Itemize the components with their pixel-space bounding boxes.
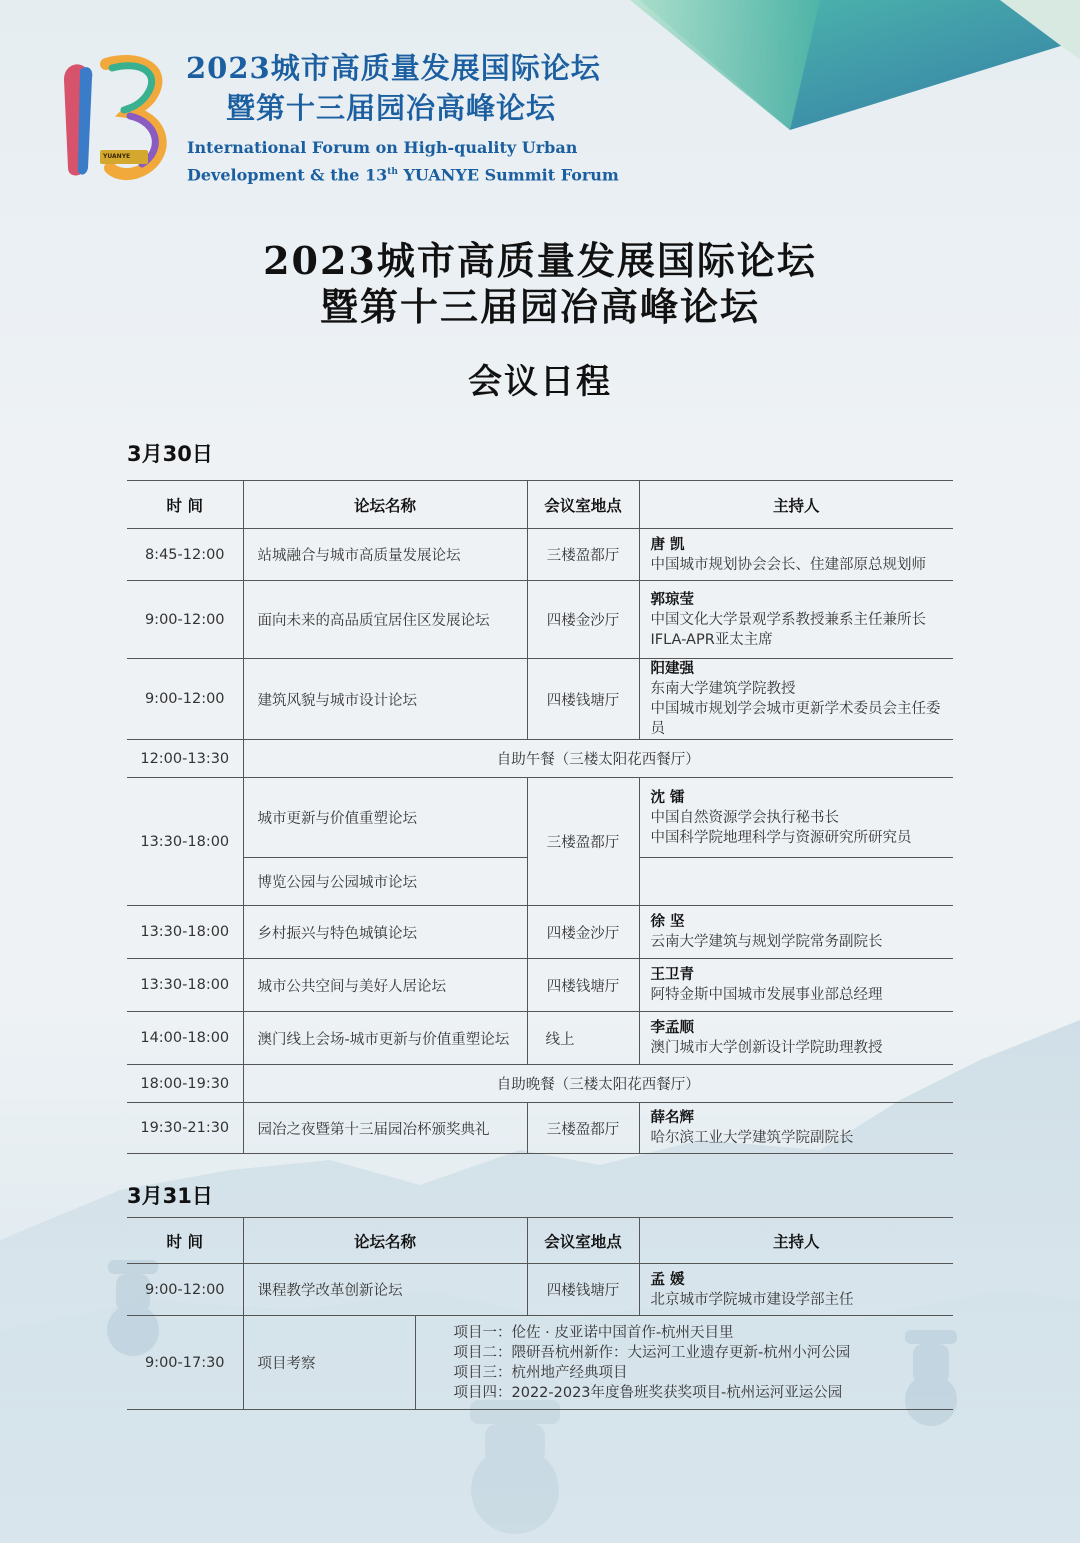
- host-cell: [639, 659, 953, 740]
- host-title: 中国城市规划协会会长、住建部原总规划师: [650, 556, 926, 573]
- time-cell: 18:00-19:30: [127, 1065, 243, 1103]
- col-time: 时 间: [127, 1218, 243, 1264]
- host-title: 中国文化大学景观学系教授兼系主任兼所长: [650, 611, 926, 628]
- host-name: 李孟顺: [650, 1020, 694, 1036]
- host-title: IFLA-APR亚太主席: [650, 631, 773, 648]
- host-title: 哈尔滨工业大学建筑学院副院长: [650, 1130, 854, 1146]
- table-row: [127, 1012, 953, 1065]
- forum-cell: 项目考察: [243, 1316, 415, 1410]
- time-cell: 14:00-18:00: [127, 1012, 243, 1065]
- header-en: [187, 136, 619, 187]
- col-host: 主持人: [639, 481, 953, 529]
- forum-cell: 乡村振兴与特色城镇论坛: [243, 906, 527, 959]
- time-cell: 13:30-18:00: [127, 778, 243, 906]
- header-en-line2: [187, 160, 619, 187]
- forum-cell: 城市更新与价值重塑论坛: [243, 778, 527, 858]
- forum-cell: 博览公园与公园城市论坛: [243, 858, 527, 906]
- col-forum: 论坛名称: [243, 481, 527, 529]
- host-cell: [639, 529, 953, 581]
- dinner-cell: 自助晚餐（三楼太阳花西餐厅）: [243, 1065, 953, 1103]
- room-cell: 四楼金沙厅: [527, 581, 639, 659]
- forum-cell: 课程教学改革创新论坛: [243, 1264, 527, 1316]
- logo-badge-text: YUANYE: [103, 153, 131, 160]
- forum-13-logo: [50, 50, 180, 182]
- host-name: 孟 媛: [650, 1271, 685, 1288]
- forum-cell: 澳门线上会场-城市更新与价值重塑论坛: [243, 1012, 527, 1065]
- day2-date: 3月31日: [127, 1184, 213, 1208]
- forum-cell: 面向未来的高品质宜居住区发展论坛: [243, 581, 527, 659]
- header-cn-line1: 2023城市高质量发展国际论坛: [186, 51, 601, 85]
- room-cell: 四楼钱塘厅: [527, 659, 639, 740]
- header-en-line2-post: YUANYE Summit Forum: [397, 165, 619, 185]
- host-title: 东南大学建筑学院教授: [650, 681, 796, 697]
- col-room: 会议室地点: [527, 1218, 639, 1264]
- header-cn: [186, 48, 601, 128]
- time-cell: 19:30-21:30: [127, 1103, 243, 1154]
- time-cell: 12:00-13:30: [127, 740, 243, 778]
- host-name: 唐 凯: [650, 536, 685, 553]
- host-name: 沈 镭: [650, 789, 685, 806]
- forum-cell: 园冶之夜暨第十三届园冶杯颁奖典礼: [243, 1103, 527, 1154]
- col-host: 主持人: [639, 1218, 953, 1264]
- host-name: 阳建强: [650, 661, 694, 677]
- day1-date: 3月30日: [127, 442, 213, 466]
- table-row: [127, 778, 953, 858]
- host-title: 中国城市规划学会城市更新学术委员会主任委员: [650, 701, 941, 737]
- main-title-line2: 暨第十三届园冶高峰论坛: [319, 284, 760, 329]
- header-cn-line2: 暨第十三届园冶高峰论坛: [226, 91, 557, 125]
- table-row-lunch: [127, 740, 953, 778]
- host-title: 澳门城市大学创新设计学院助理教授: [650, 1040, 883, 1056]
- time-cell: 8:45-12:00: [127, 529, 243, 581]
- host-cell: [639, 1103, 953, 1154]
- table-row: [127, 959, 953, 1012]
- table-row: [127, 1103, 953, 1154]
- host-cell: [639, 1264, 953, 1316]
- project-item: 项目四：2022-2023年度鲁班奖获奖项目-杭州运河亚运公园: [453, 1384, 843, 1401]
- col-forum: 论坛名称: [243, 1218, 527, 1264]
- table-header-row: [127, 1218, 953, 1264]
- room-cell: 三楼盈都厅: [527, 529, 639, 581]
- header-en-sup: th: [387, 167, 398, 177]
- table-row: [127, 529, 953, 581]
- table-row: [127, 906, 953, 959]
- empty-host-cell: [639, 858, 953, 906]
- table-row: [127, 581, 953, 659]
- host-cell: [639, 959, 953, 1012]
- forum-cell: 站城融合与城市高质量发展论坛: [243, 529, 527, 581]
- host-title: 阿特金斯中国城市发展事业部总经理: [650, 987, 883, 1003]
- room-cell: 四楼金沙厅: [527, 906, 639, 959]
- day2-schedule-table: [127, 1217, 953, 1410]
- pagoda-center: [470, 1400, 560, 1534]
- host-title: 中国自然资源学会执行秘书长: [650, 809, 839, 826]
- host-name: 郭琼莹: [650, 591, 694, 608]
- table-row: [127, 659, 953, 740]
- host-cell: [639, 581, 953, 659]
- table-row: [127, 1264, 953, 1316]
- day1-schedule-table: [127, 480, 953, 1154]
- forum-cell: 城市公共空间与美好人居论坛: [243, 959, 527, 1012]
- time-cell: 13:30-18:00: [127, 906, 243, 959]
- table-row-dinner: [127, 1065, 953, 1103]
- time-cell: 9:00-12:00: [127, 659, 243, 740]
- room-cell: 三楼盈都厅: [527, 778, 639, 906]
- host-cell: [639, 906, 953, 959]
- time-cell: 13:30-18:00: [127, 959, 243, 1012]
- room-cell: 四楼钱塘厅: [527, 1264, 639, 1316]
- project-item: 项目三：杭州地产经典项目: [453, 1364, 628, 1381]
- col-room: 会议室地点: [527, 481, 639, 529]
- header-en-line2-pre: Development & the 13: [187, 165, 388, 185]
- project-item: 项目二：隈研吾杭州新作：大运河工业遗存更新-杭州小河公园: [453, 1344, 851, 1361]
- main-title-line1: 2023城市高质量发展国际论坛: [263, 238, 817, 283]
- time-cell: 9:00-12:00: [127, 1264, 243, 1316]
- host-name: 王卫青: [650, 967, 694, 983]
- col-time: 时 间: [127, 481, 243, 529]
- host-cell: [639, 1012, 953, 1065]
- table-row: [127, 1316, 953, 1410]
- project-list-cell: [415, 1316, 953, 1410]
- time-cell: 9:00-12:00: [127, 581, 243, 659]
- host-name: 薛名辉: [650, 1110, 694, 1126]
- room-cell: 四楼钱塘厅: [527, 959, 639, 1012]
- host-title: 云南大学建筑与规划学院常务副院长: [650, 934, 883, 950]
- room-cell: 三楼盈都厅: [527, 1103, 639, 1154]
- time-cell: 9:00-17:30: [127, 1316, 243, 1410]
- table-header-row: [127, 481, 953, 529]
- lunch-cell: 自助午餐（三楼太阳花西餐厅）: [243, 740, 953, 778]
- project-item: 项目一：伦佐 · 皮亚诺中国首作-杭州天目里: [453, 1324, 734, 1341]
- host-name: 徐 坚: [650, 914, 685, 930]
- room-cell: 线上: [527, 1012, 639, 1065]
- agenda-subtitle: 会议日程: [468, 362, 612, 402]
- host-title: 北京城市学院城市建设学部主任: [650, 1291, 854, 1308]
- forum-cell: 建筑风貌与城市设计论坛: [243, 659, 527, 740]
- host-cell: [639, 778, 953, 858]
- host-title: 中国科学院地理科学与资源研究所研究员: [650, 829, 912, 846]
- header-en-line1: International Forum on High-quality Urban: [187, 138, 578, 157]
- corner-triangle-light: [630, 0, 820, 130]
